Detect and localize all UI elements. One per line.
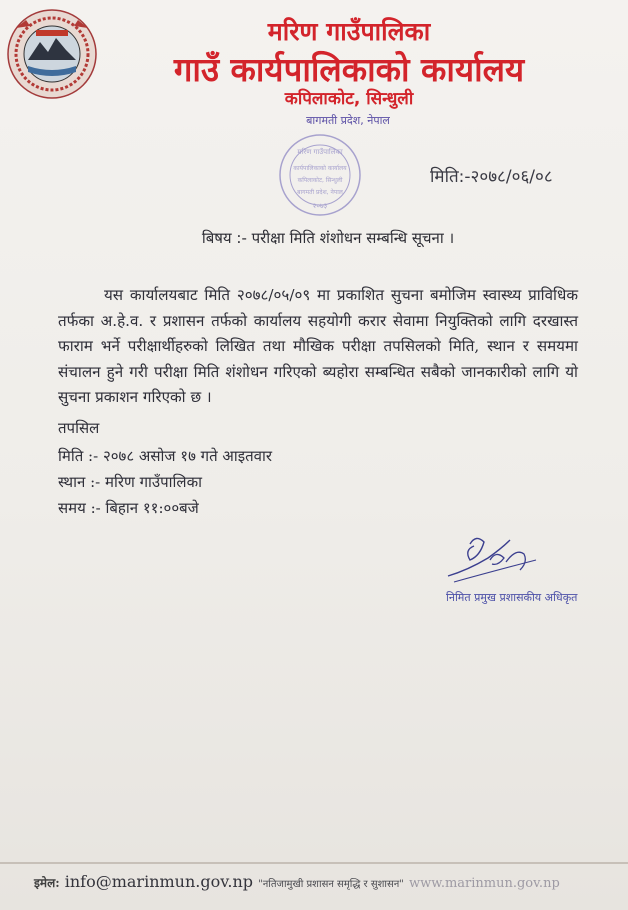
footer-email: info@marinmun.gov.np	[64, 872, 254, 891]
exam-place-line: स्थान :- मरिण गाउँपालिका	[58, 473, 203, 491]
province-country: बागमती प्रदेश, नेपाल	[306, 114, 390, 127]
footer-divider	[0, 862, 628, 864]
footer-slogan: "नतिजामुखी प्रशासन समृद्धि र सुशासन"	[258, 879, 404, 890]
footer-website: www.marinmun.gov.np	[408, 876, 560, 891]
footer-email-label: इमेल:	[34, 876, 60, 890]
seal-year: २०७३	[312, 202, 328, 210]
seal-middle-text: कार्यपालिकाको कार्यालय	[293, 165, 347, 172]
footer	[34, 872, 628, 891]
notice-body: यस कार्यालयबाट मिति २०७८/०५/०९ मा प्रकाशित सुचना बमोजिम स्वास्थ्य प्राविधिक तर्फका अ.हे.व. र प्रशासन तर्फको कार्यालय सहयोगी करार सेवामा नियुक्तिको लागि दरखास्त फाराम भर्ने परीक्षार्थीहरुको लिखित तथा मौखिक परीक्षा तपसिलको मिति, स्थान र समयमा संचालन हुने गरी परीक्षा मिति शंशोधन गरिएको ब्यहोरा सम्बन्धित सबैको जानकारीको लागि यो सुचना प्रकाशन गरिएको छ ।	[58, 286, 578, 406]
exam-date-line: मिति :- २०७८ असोज १७ गते आइतवार	[58, 447, 273, 465]
exam-time-line: समय :- बिहान ११:००बजे	[58, 499, 199, 517]
seal-inner-text: कपिलाकोट, सिन्धुली	[297, 177, 343, 184]
handwritten-signature	[440, 530, 540, 590]
seal-ring-text: मरिण गाउँपालिका	[297, 148, 343, 156]
office-name: गाउँ कार्यपालिकाको कार्यालय	[173, 50, 525, 89]
signer-title: निमित प्रमुख प्रशासकीय अधिकृत	[446, 591, 578, 604]
tapsil-heading: तपसिल	[58, 419, 100, 437]
notice-subject: बिषय :- परीक्षा मिति शंशोधन सम्बन्धि सूचना ।	[201, 229, 455, 247]
municipality-name: मरिण गाउँपालिका	[267, 17, 431, 46]
notice-date: मिति:-२०७८/०६/०८	[430, 167, 553, 187]
office-seal-stamp	[277, 132, 363, 218]
seal-bottom-text: बागमती प्रदेश, नेपाल	[297, 189, 343, 196]
office-location: कपिलाकोट, सिन्धुली	[284, 89, 414, 109]
